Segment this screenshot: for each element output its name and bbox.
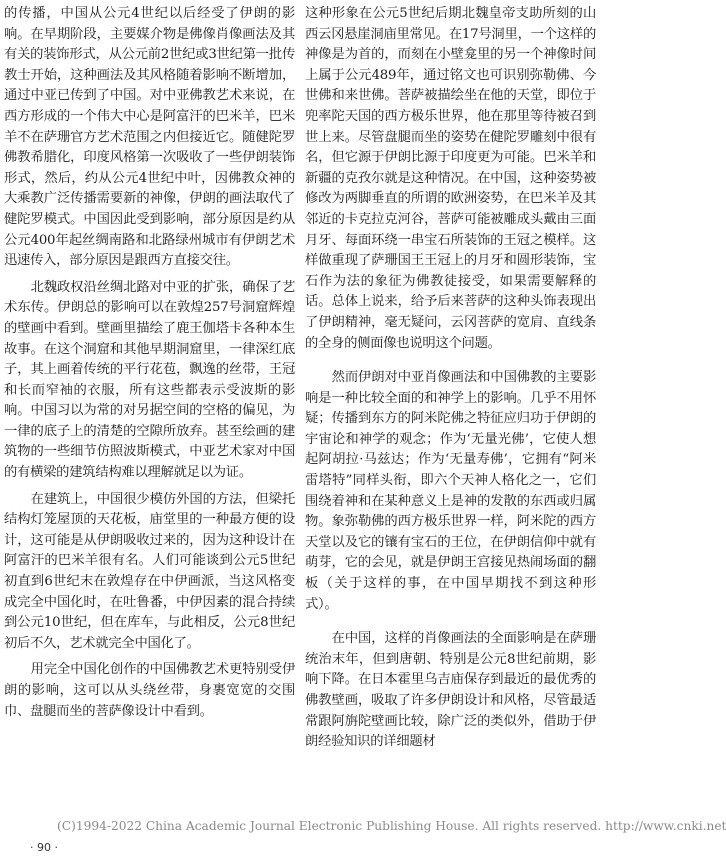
paragraph-gap: [305, 354, 596, 368]
left-column: [4, 4, 295, 722]
right-paragraph-1: 这种形象在公元5世纪后期北魏皇帝支助所刻的山西云冈悬崖洞庙里常见。在17号洞里，一个这样的神像是为首的，而刻在小壁龛里的另一个神像时间上属于公元489年，通过铭文也可识别弥勒佛、今世佛和来世佛。菩萨被描绘坐在他的天堂，即位于兜率陀天国的西方极乐世界，他在那里等待被召到世上来。尽管盘腿而坐的姿势在健陀罗雕刻中很有名，但它源于伊朗比源于印度更为可能。巴米羊和新疆的克孜尔就是这种情况。在中国，这种姿势被修改为两脚垂直的所谓的欧洲姿势，在巴米羊及其邻近的卡克拉克河谷，菩萨可能被雕成头戴由三面月牙、每面环绕一串宝石所装饰的王冠之模样。这样做重现了萨珊国王王冠上的月牙和圆形装饰，宝石作为法的象征为佛教徒接受，如果需要解释的话。总体上说来，给予后来菩萨的这种头饰表现出了伊朗精神，毫无疑问，云冈菩萨的宽肩、直线条的全身的侧面像也说明这个问题。: [305, 6, 596, 351]
left-paragraph-2: 北魏政权沿丝绸北路对中亚的扩张，确保了艺术东传。伊朗总的影响可以在敦煌257号洞窟辉煌的壁画中看到。壁画里描绘了鹿王伽塔卡各种本生故事。在这个洞窟和其他早期洞窟里，一律深红底子，其上画着传统的平行花苞，飘逸的丝带，王冠和长而窄袖的衣服，所有这些都表示受波斯的影响。中国习以为常的对另据空间的空格的偏见，为一律的底子上的清楚的空隙所放弃。甚至绘画的建筑物的一些细节仿照波斯模式，中亚艺术家对中国的有横梁的建筑结构难以理解就足以为证。: [4, 279, 295, 481]
copyright-footer: (C)1994-2022 China Academic Journal Electronic Publishing House. All rights reserved. http://www.cnki.net: [57, 819, 726, 833]
right-column: [305, 4, 596, 753]
left-paragraph-1: 的传播，中国从公元4世纪以后经受了伊朗的影响。在早期阶段，主要媒介物是佛像肖像画法及其有关的装饰形式，从公元前2世纪或3世纪第一批传教士开始，这种画法及其风格随着影响不断增加，通过中亚已传到了中国。对中亚佛教艺术来说，在西方形成的一个伟大中心是阿富汗的巴米羊，巴米羊不在萨珊官方艺术范围之内但接近它。随健陀罗佛教希腊化，印度风格第一次吸收了一些伊朗装饰形式，然后，约从公元4世纪中叶，因佛教众神的大乘教广泛传播需要新的神像，伊朗的画法取代了健陀罗模式。中国因此受到影响，部分原因是约从公元400年起丝绸南路和北路绿州城市有伊朗艺术迅速传入，部分原因是跟西方直接交往。: [4, 6, 295, 269]
left-paragraph-4: 用完全中国化创作的中国佛教艺术更特别受伊朗的影响，这可以从头绕丝带，身裹宽宽的交围巾、盘腿而坐的菩萨像设计中看到。: [4, 662, 295, 719]
left-paragraph-3: 在建筑上，中国很少模仿外国的方法，但梁托结构灯笼屋顶的天花板，庙堂里的一种最方便的设计，这可能是从伊朗吸收过来的，因为这种设计在阿富汗的巴米羊很有名。人们可能谈到公元5世纪初直到6世纪末在敦煌存在中伊画派，当这风格变成完全中国化时，在吐鲁番，中伊因素的混合持续到公元10世纪，但在库车，与此相反，公元8世纪初后不久，艺术就完全中国化了。: [4, 491, 295, 651]
right-paragraph-3: 在中国，这样的肖像画法的全面影响是在萨珊统治末年，但到唐朝、特别是公元8世纪前期，影响下降。在日本霍里乌吉庙保存到最近的最优秀的佛教壁画，吸取了许多伊朗设计和风格，尽管最适常跟阿旃陀壁画比较，除广泛的类似外，借助于伊朗经验知识的详细题材: [305, 631, 596, 750]
right-paragraph-2: 然而伊朗对中亚肖像画法和中国佛教的主要影响是一种比较全面的和神学上的影响。几乎不用怀疑；传播到东方的阿米陀佛之特征应归功于伊朗的宇宙论和神学的观念；作为‘无量光佛’，它使人想起阿胡拉·马兹达；作为‘无量寿佛’，它拥有“阿米雷塔特”同样头衔，即六个天神人格化之一，它们围绕着神和在某种意义上是神的发散的东西或归属物。象弥勒佛的西方极乐世界一样，阿米陀的西方天堂以及它的镶有宝石的王位，在伊朗信仰中就有萌芽，它的会见，就是伊朗王宫接见热闹场面的翻板（关于这样的事，在中国早期找不到这种形式）。: [305, 370, 596, 612]
page-number: · 90 ·: [30, 841, 58, 854]
paragraph-gap: [305, 615, 596, 629]
